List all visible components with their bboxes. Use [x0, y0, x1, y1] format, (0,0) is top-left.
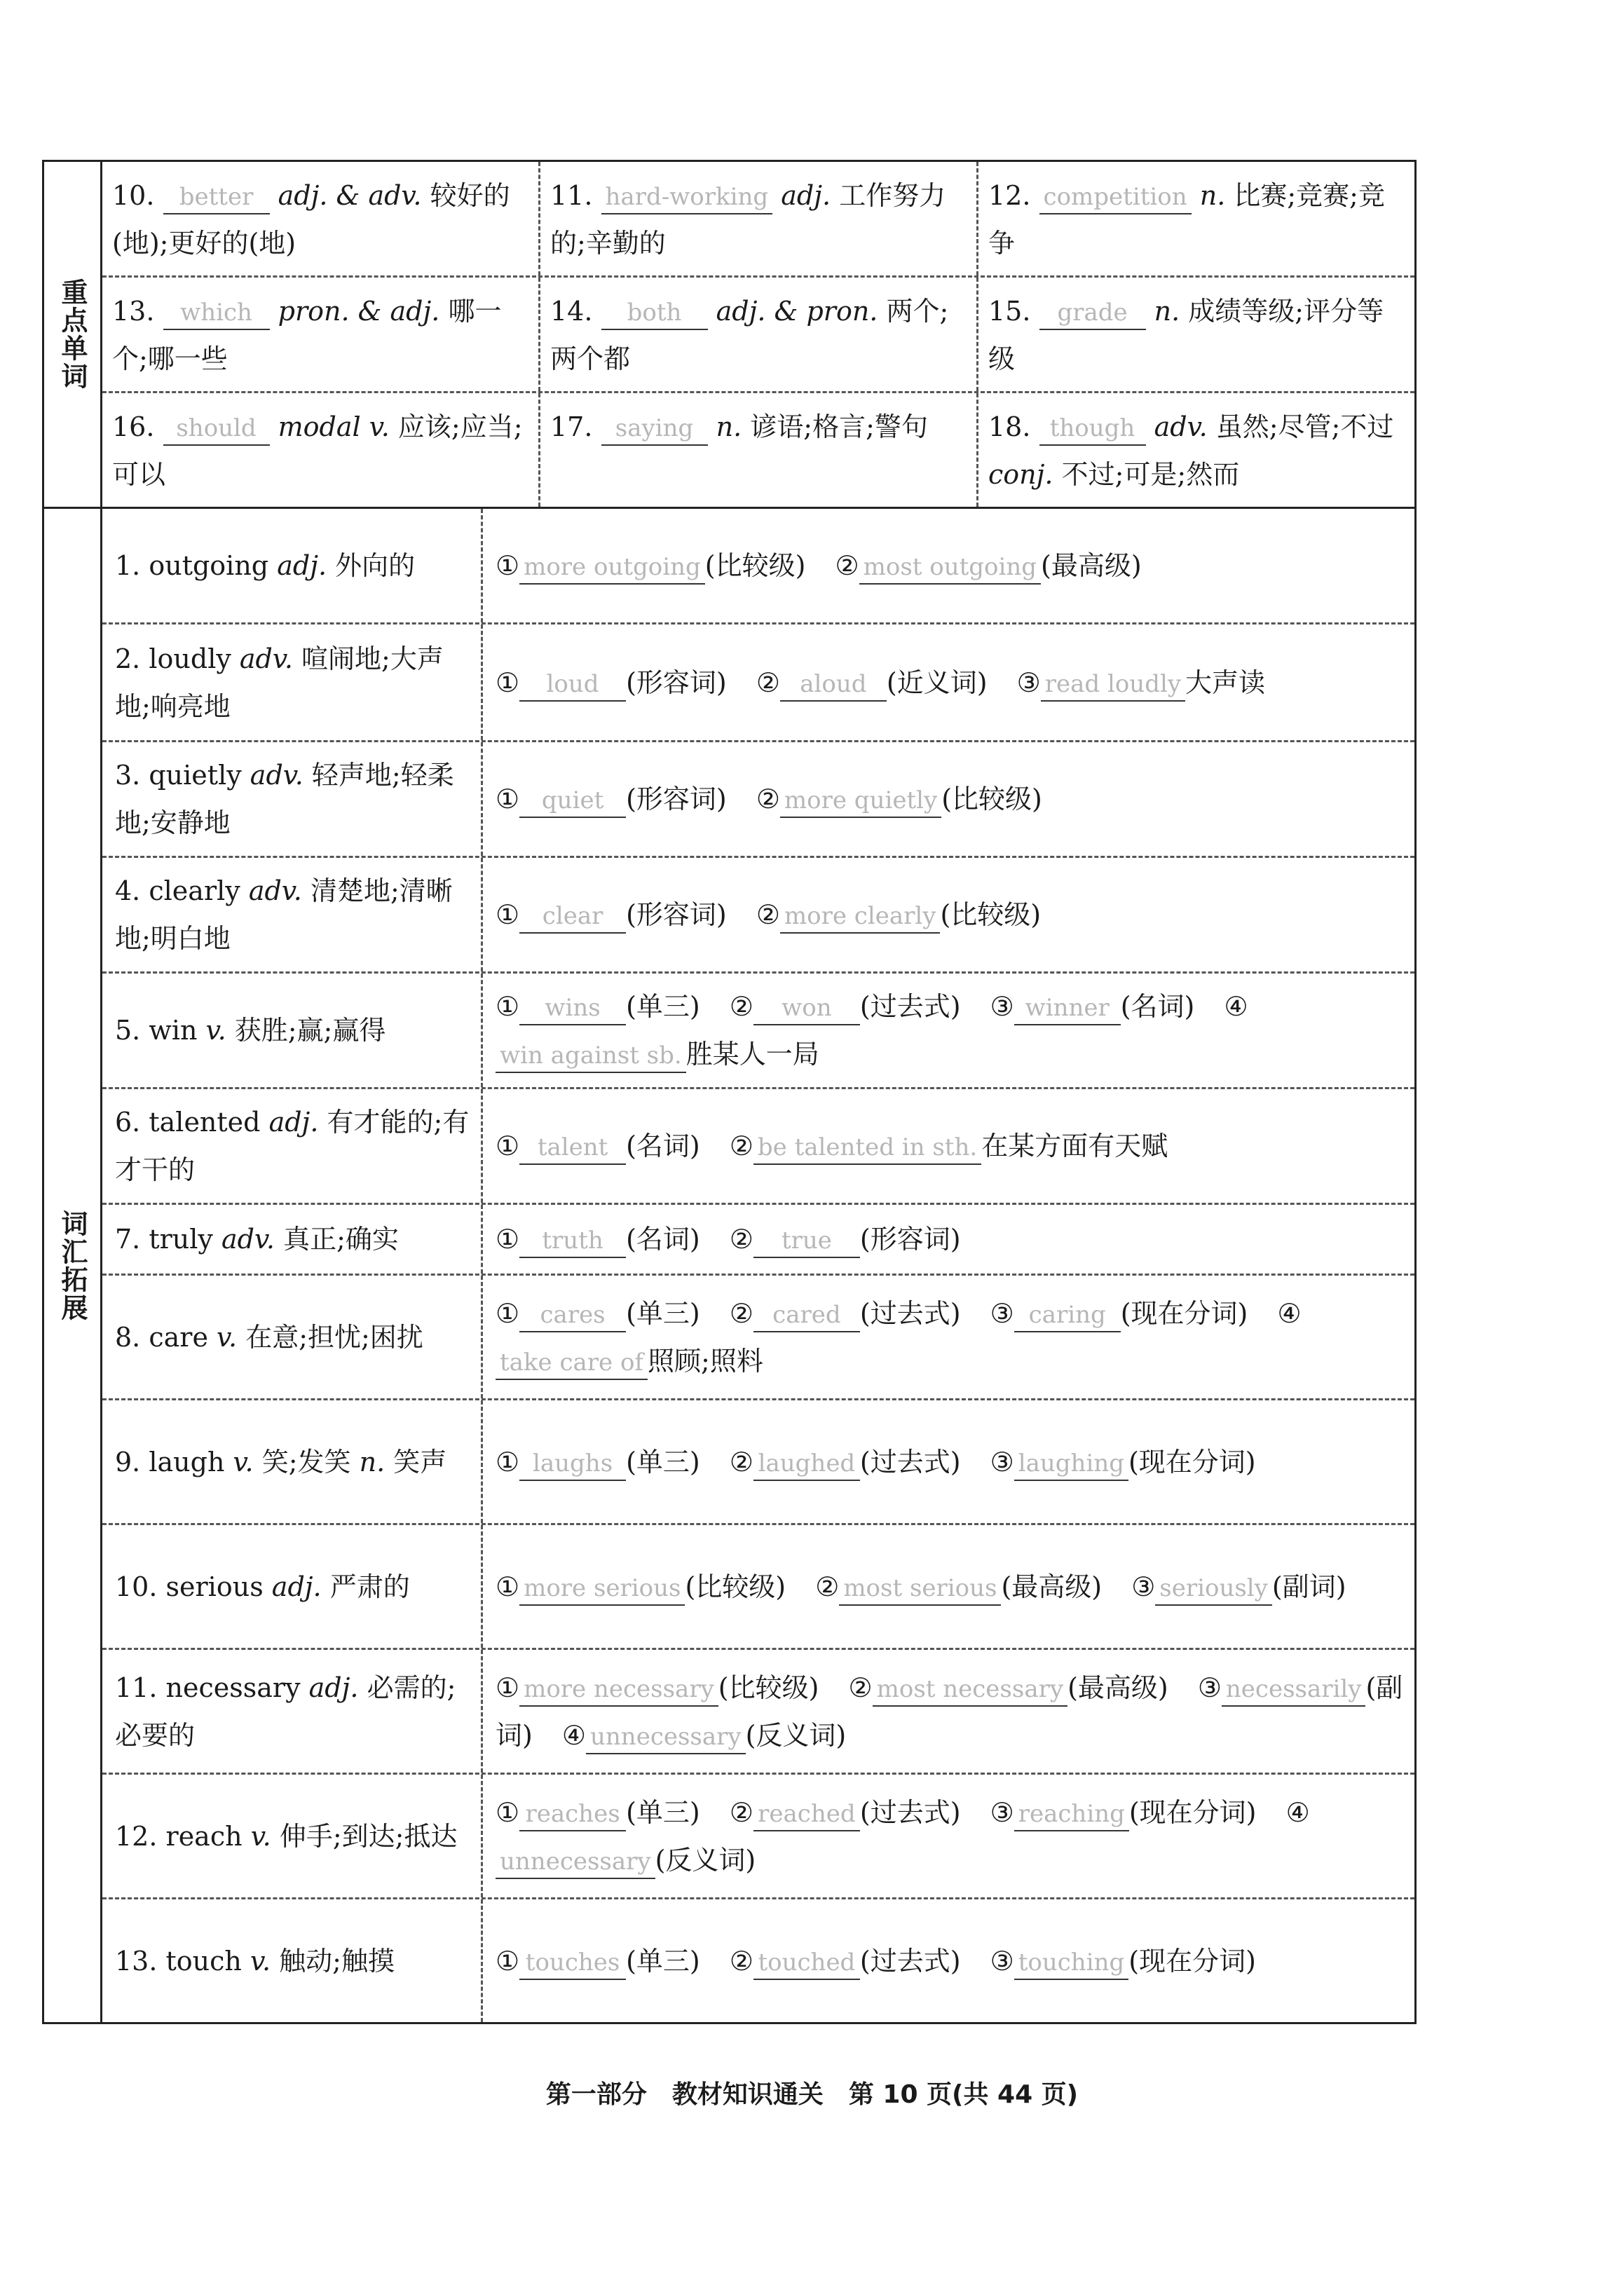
- answer-blank[interactable]: most outgoing: [859, 551, 1041, 585]
- headword: serious: [165, 1571, 264, 1602]
- form-item: [730, 991, 961, 1022]
- form-note: (现在分词): [1128, 1446, 1256, 1477]
- forms-cell: [483, 1650, 1414, 1773]
- meaning: 成绩等级;评分等级: [988, 296, 1384, 374]
- key-words-row: [102, 162, 1414, 278]
- item-number: 17.: [550, 411, 593, 442]
- expansion-row: [102, 1205, 1414, 1276]
- headword: talented: [149, 1107, 261, 1138]
- part-of-speech: v.: [250, 1945, 271, 1977]
- item-number: 13.: [115, 1945, 158, 1977]
- answer-blank[interactable]: more clearly: [780, 900, 941, 934]
- expansion-row: [102, 858, 1414, 974]
- form-note: (形容词): [626, 667, 727, 698]
- part-of-speech-2: n.: [359, 1446, 385, 1477]
- circled-number: ②: [756, 899, 780, 930]
- answer-blank[interactable]: be talented in sth.: [753, 1131, 981, 1165]
- form-note: (过去式): [859, 1796, 961, 1828]
- meaning: 哪一个;哪一些: [112, 296, 502, 374]
- form-item: [496, 1131, 700, 1161]
- item-number: 15.: [988, 296, 1031, 327]
- headword: truly: [149, 1224, 213, 1255]
- form-item: [990, 1797, 1257, 1828]
- form-item: [730, 1298, 961, 1329]
- form-note: (副词): [496, 1672, 1403, 1751]
- form-item: [730, 1224, 961, 1255]
- item-number: 3.: [115, 760, 141, 791]
- key-words-grid: [102, 162, 1414, 507]
- forms-cell: [483, 1276, 1414, 1398]
- meaning: 在意;担忧;困扰: [245, 1321, 423, 1353]
- answer-blank[interactable]: hard-working: [601, 181, 773, 214]
- key-words-section: [44, 162, 1414, 507]
- expansion-label: 词汇拓展: [44, 509, 102, 2022]
- answer-blank[interactable]: better: [163, 181, 270, 214]
- part-of-speech: adv.: [221, 1224, 275, 1255]
- circled-number: ④: [1277, 1297, 1302, 1329]
- form-note: (名词): [626, 1224, 700, 1255]
- meaning: 触动;触摸: [279, 1945, 395, 1977]
- meaning: 伸手;到达;抵达: [279, 1820, 458, 1852]
- answer-blank[interactable]: reaching: [1014, 1798, 1129, 1831]
- forms-cell: [483, 1205, 1414, 1274]
- circled-number: ③: [990, 1796, 1014, 1828]
- forms-cell: [483, 509, 1414, 622]
- headword: touch: [165, 1945, 242, 1977]
- meaning: 有才能的;有才干的: [115, 1107, 470, 1185]
- headword: clearly: [149, 875, 240, 906]
- form-item: [496, 899, 727, 930]
- expansion-row: [102, 1276, 1414, 1400]
- key-word-cell: [102, 278, 540, 391]
- item-number: 5.: [115, 1015, 141, 1046]
- form-note: (过去式): [859, 1297, 961, 1329]
- meaning: 虽然;尽管;不过: [1215, 411, 1394, 442]
- item-number: 11.: [115, 1672, 158, 1703]
- form-item: [496, 1797, 700, 1828]
- meaning-2: 笑声: [393, 1446, 447, 1477]
- form-item: [496, 1946, 700, 1977]
- form-note: (现在分词): [1128, 1796, 1257, 1828]
- answer-blank[interactable]: touching: [1014, 1946, 1129, 1980]
- form-note: (形容词): [626, 784, 727, 814]
- key-word-cell: [978, 278, 1414, 391]
- item-number: 10.: [115, 1571, 158, 1602]
- form-note: (单三): [626, 1297, 700, 1329]
- circled-number: ②: [729, 1131, 753, 1161]
- key-word-cell: [978, 162, 1414, 275]
- circled-number: ①: [496, 1571, 520, 1602]
- word-cell: [102, 1650, 483, 1773]
- form-item: [730, 1797, 961, 1828]
- form-note: 大声读: [1185, 667, 1266, 698]
- form-note: (名词): [626, 1131, 700, 1161]
- item-number: 16.: [112, 411, 155, 442]
- answer-blank[interactable]: which: [163, 296, 270, 330]
- circled-number: ④: [1285, 1796, 1310, 1828]
- item-number: 13.: [112, 296, 155, 327]
- circled-number: ②: [729, 1796, 753, 1828]
- key-words-row: [102, 278, 1414, 393]
- answer-blank[interactable]: should: [163, 412, 270, 446]
- circled-number: ①: [496, 784, 520, 814]
- form-note: (最高级): [1001, 1571, 1103, 1602]
- meaning: 必需的;必要的: [115, 1672, 456, 1751]
- word-cell: [102, 1899, 483, 2022]
- answer-blank[interactable]: laughs: [519, 1447, 626, 1481]
- part-of-speech: pron. & adj.: [278, 296, 440, 327]
- answer-blank[interactable]: more necessary: [519, 1673, 718, 1707]
- form-item: [990, 991, 1195, 1022]
- form-item: [849, 1672, 1168, 1703]
- form-item: [756, 899, 1041, 930]
- meaning: 轻声地;轻柔地;安静地: [115, 760, 454, 838]
- answer-blank[interactable]: saying: [601, 412, 708, 446]
- item-number: 7.: [115, 1224, 141, 1255]
- part-of-speech: adj.: [308, 1672, 359, 1703]
- expansion-row: [102, 1650, 1414, 1775]
- answer-blank[interactable]: most necessary: [873, 1673, 1067, 1707]
- circled-number: ③: [1016, 667, 1041, 698]
- item-number: 14.: [550, 296, 593, 327]
- form-item: [496, 784, 727, 814]
- circled-number: ③: [990, 1446, 1014, 1477]
- word-cell: [102, 858, 483, 971]
- headword: win: [149, 1015, 198, 1046]
- circled-number: ②: [729, 1945, 753, 1977]
- form-note: (过去式): [859, 991, 961, 1022]
- forms-cell: [483, 624, 1414, 740]
- circled-number: ①: [496, 1297, 520, 1329]
- expansion-row: [102, 509, 1414, 624]
- circled-number: ①: [496, 1945, 520, 1977]
- forms-cell: [483, 1775, 1414, 1897]
- answer-blank[interactable]: unnecessary: [586, 1721, 746, 1754]
- answer-blank[interactable]: true: [753, 1224, 860, 1258]
- answer-blank[interactable]: laughing: [1014, 1447, 1128, 1481]
- form-note: 胜某人一局: [685, 1039, 819, 1070]
- word-cell: [102, 742, 483, 856]
- answer-blank[interactable]: both: [601, 296, 708, 330]
- page-footer: 第一部分 教材知识通关 第 10 页(共 44 页): [545, 2080, 1079, 2109]
- form-item: [496, 1224, 700, 1255]
- part-of-speech: v.: [217, 1321, 238, 1353]
- form-note: (近义词): [886, 667, 988, 698]
- key-word-cell: [540, 393, 978, 507]
- key-word-cell: [540, 162, 978, 275]
- circled-number: ①: [496, 1796, 520, 1828]
- key-words-label: 重点单词: [44, 162, 102, 507]
- item-number: 1.: [115, 550, 141, 581]
- answer-blank[interactable]: truth: [519, 1224, 626, 1258]
- item-number: 4.: [115, 875, 141, 906]
- part-of-speech: adj.: [277, 550, 327, 581]
- form-item: [756, 667, 988, 698]
- form-item: [835, 550, 1142, 581]
- circled-number: ③: [1197, 1672, 1222, 1703]
- form-note: 在某方面有天赋: [981, 1131, 1168, 1161]
- circled-number: ②: [756, 667, 780, 698]
- form-item: [496, 1447, 700, 1477]
- circled-number: ③: [990, 1297, 1014, 1329]
- item-number: 18.: [988, 411, 1031, 442]
- circled-number: ①: [496, 899, 520, 930]
- answer-blank[interactable]: grade: [1039, 296, 1146, 330]
- forms-cell: [483, 1525, 1414, 1648]
- form-item: [496, 991, 700, 1022]
- meaning: 应该;应当;可以: [112, 411, 523, 490]
- item-number: 10.: [112, 180, 155, 211]
- expansion-row: [102, 1400, 1414, 1525]
- form-note: (单三): [626, 1446, 700, 1477]
- form-item: [730, 1131, 1168, 1161]
- circled-number: ②: [835, 550, 859, 581]
- forms-cell: [483, 1089, 1414, 1203]
- form-note: (副词): [1271, 1571, 1346, 1602]
- part-of-speech: v.: [205, 1015, 226, 1046]
- item-number: 9.: [115, 1446, 141, 1477]
- answer-blank[interactable]: clear: [519, 900, 626, 934]
- form-note: (单三): [626, 1945, 700, 1977]
- form-note: (现在分词): [1128, 1945, 1256, 1977]
- form-note: (反义词): [655, 1844, 756, 1876]
- answer-blank[interactable]: touches: [519, 1946, 626, 1980]
- part-of-speech: v.: [250, 1820, 271, 1852]
- forms-cell: [483, 858, 1414, 971]
- headword: care: [149, 1321, 208, 1353]
- word-cell: [102, 1400, 483, 1523]
- part-of-speech: adv.: [248, 875, 302, 906]
- answer-blank[interactable]: necessarily: [1222, 1673, 1366, 1707]
- form-note: (单三): [626, 1796, 700, 1828]
- part-of-speech: n.: [1154, 296, 1180, 327]
- circled-number: ①: [496, 667, 520, 698]
- form-note: 照顾;照料: [648, 1345, 763, 1377]
- circled-number: ①: [496, 1224, 520, 1255]
- form-note: (形容词): [859, 1224, 961, 1255]
- item-number: 2.: [115, 643, 141, 674]
- word-cell: [102, 509, 483, 622]
- answer-blank[interactable]: read loudly: [1041, 668, 1185, 702]
- answer-blank[interactable]: laughed: [753, 1447, 860, 1481]
- key-word-cell: [978, 393, 1414, 507]
- answer-blank[interactable]: aloud: [780, 668, 887, 702]
- form-item: [496, 1672, 819, 1703]
- answer-blank[interactable]: talent: [519, 1131, 626, 1165]
- meaning: 工作努力的;辛勤的: [550, 180, 946, 259]
- answer-blank[interactable]: reaches: [519, 1798, 626, 1831]
- form-note: (比较级): [941, 784, 1042, 814]
- expansion-row: [102, 742, 1414, 858]
- answer-blank[interactable]: seriously: [1155, 1572, 1272, 1606]
- form-note: (最高级): [1041, 550, 1142, 581]
- part-of-speech: adj.: [271, 1571, 322, 1602]
- headword: necessary: [165, 1672, 301, 1703]
- form-note: (现在分词): [1120, 1297, 1248, 1329]
- form-note: (名词): [1120, 991, 1195, 1022]
- answer-blank[interactable]: loud: [519, 668, 626, 702]
- form-item: [1131, 1571, 1346, 1602]
- word-cell: [102, 1089, 483, 1203]
- expansion-section: [44, 507, 1414, 2022]
- forms-cell: [483, 742, 1414, 856]
- circled-number: ②: [848, 1672, 873, 1703]
- circled-number: ③: [990, 991, 1014, 1022]
- form-item: [1017, 667, 1265, 698]
- meaning: 较好的(地);更好的(地): [112, 180, 510, 259]
- form-item: [756, 784, 1042, 814]
- answer-blank[interactable]: winner: [1014, 992, 1121, 1025]
- circled-number: ③: [990, 1945, 1014, 1977]
- answer-blank[interactable]: cares: [519, 1299, 626, 1332]
- headword: loudly: [149, 643, 231, 674]
- part-of-speech: n.: [1199, 180, 1226, 211]
- form-item: [815, 1571, 1102, 1602]
- meaning: 两个;两个都: [550, 296, 949, 374]
- meaning: 获胜;赢;赢得: [234, 1015, 386, 1046]
- form-item: [990, 1946, 1256, 1977]
- circled-number: ①: [496, 550, 520, 581]
- word-cell: [102, 974, 483, 1087]
- form-note: (比较级): [704, 550, 806, 581]
- answer-blank[interactable]: wins: [519, 992, 626, 1025]
- form-note: (最高级): [1067, 1672, 1168, 1703]
- headword: quietly: [149, 760, 242, 791]
- meaning: 比赛;竞赛;竞争: [988, 180, 1385, 259]
- form-item: [990, 1447, 1256, 1477]
- form-note: (过去式): [859, 1446, 961, 1477]
- forms-cell: [483, 1400, 1414, 1523]
- worksheet-table: [42, 160, 1417, 2024]
- answer-blank[interactable]: caring: [1014, 1299, 1121, 1332]
- key-word-cell: [540, 278, 978, 391]
- answer-blank[interactable]: won: [753, 992, 860, 1025]
- meaning: 严肃的: [329, 1571, 410, 1602]
- part-of-speech: adv.: [250, 760, 303, 791]
- answer-blank[interactable]: though: [1039, 412, 1146, 446]
- answer-blank[interactable]: competition: [1039, 181, 1192, 214]
- answer-blank[interactable]: more serious: [519, 1572, 685, 1606]
- answer-blank[interactable]: touched: [753, 1946, 860, 1980]
- key-word-cell: [102, 162, 540, 275]
- form-item: [496, 667, 727, 698]
- meaning: 真正;确实: [283, 1224, 399, 1255]
- part-of-speech-2: conj.: [988, 459, 1053, 490]
- headword: outgoing: [149, 550, 269, 581]
- item-number: 11.: [550, 180, 593, 211]
- form-item: [990, 1298, 1248, 1329]
- part-of-speech: adv.: [1154, 411, 1208, 442]
- meaning-2: 不过;可是;然而: [1061, 459, 1240, 490]
- answer-blank[interactable]: more quietly: [780, 784, 941, 818]
- part-of-speech: adj. & pron.: [716, 296, 878, 327]
- meaning: 喧闹地;大声地;响亮地: [115, 643, 444, 722]
- form-note: (单三): [626, 991, 700, 1022]
- part-of-speech: modal v.: [278, 411, 390, 442]
- headword: reach: [165, 1820, 243, 1852]
- answer-blank[interactable]: win against sb.: [496, 1039, 686, 1073]
- form-note: (反义词): [745, 1719, 847, 1751]
- form-item: [562, 1720, 846, 1751]
- expansion-row: [102, 974, 1414, 1089]
- word-cell: [102, 624, 483, 740]
- item-number: 8.: [115, 1321, 141, 1353]
- form-item: [730, 1447, 961, 1477]
- forms-cell: [483, 1899, 1414, 2022]
- answer-blank[interactable]: take care of: [496, 1346, 648, 1380]
- circled-number: ④: [561, 1719, 586, 1751]
- answer-blank[interactable]: unnecessary: [496, 1845, 655, 1879]
- part-of-speech: adj. & adv.: [278, 180, 422, 211]
- expansion-row: [102, 1899, 1414, 2022]
- circled-number: ②: [729, 1297, 753, 1329]
- answer-blank[interactable]: reached: [753, 1798, 860, 1831]
- word-cell: [102, 1205, 483, 1274]
- answer-blank[interactable]: most serious: [839, 1572, 1001, 1606]
- circled-number: ②: [729, 1224, 753, 1255]
- expansion-row: [102, 1525, 1414, 1650]
- expansion-row: [102, 1089, 1414, 1205]
- form-note: (比较级): [718, 1672, 819, 1703]
- form-item: [496, 1571, 786, 1602]
- answer-blank[interactable]: more outgoing: [519, 551, 705, 585]
- circled-number: ②: [815, 1571, 840, 1602]
- form-note: (比较级): [940, 899, 1042, 930]
- part-of-speech: n.: [716, 411, 742, 442]
- expansion-row: [102, 1775, 1414, 1899]
- headword: laugh: [149, 1446, 225, 1477]
- forms-cell: [483, 974, 1414, 1087]
- circled-number: ③: [1131, 1571, 1156, 1602]
- word-cell: [102, 1775, 483, 1897]
- circled-number: ②: [756, 784, 780, 814]
- expansion-list: [102, 509, 1414, 2022]
- circled-number: ②: [729, 991, 753, 1022]
- circled-number: ①: [496, 1446, 520, 1477]
- key-words-row: [102, 393, 1414, 507]
- form-note: (过去式): [859, 1945, 961, 1977]
- meaning: 清楚地;清晰地;明白地: [115, 875, 453, 954]
- circled-number: ②: [729, 1446, 753, 1477]
- form-note: (比较级): [685, 1571, 786, 1602]
- item-number: 12.: [988, 180, 1031, 211]
- item-number: 6.: [115, 1107, 141, 1138]
- word-cell: [102, 1525, 483, 1648]
- word-cell: [102, 1276, 483, 1398]
- part-of-speech: adv.: [239, 643, 293, 674]
- meaning: 笑;发笑: [261, 1446, 351, 1477]
- part-of-speech: adj.: [268, 1107, 319, 1138]
- expansion-row: [102, 624, 1414, 742]
- answer-blank[interactable]: cared: [753, 1299, 860, 1332]
- form-item: [730, 1946, 961, 1977]
- form-item: [496, 550, 805, 581]
- meaning: 谚语;格言;警句: [750, 411, 928, 442]
- circled-number: ④: [1224, 991, 1248, 1022]
- part-of-speech: v.: [233, 1446, 254, 1477]
- answer-blank[interactable]: quiet: [519, 784, 626, 818]
- part-of-speech: adj.: [781, 180, 831, 211]
- meaning: 外向的: [335, 550, 416, 581]
- item-number: 12.: [115, 1820, 158, 1852]
- circled-number: ①: [496, 1672, 520, 1703]
- circled-number: ①: [496, 991, 520, 1022]
- form-note: (形容词): [626, 899, 727, 930]
- form-item: [496, 1298, 700, 1329]
- circled-number: ①: [496, 1131, 520, 1161]
- key-word-cell: [102, 393, 540, 507]
